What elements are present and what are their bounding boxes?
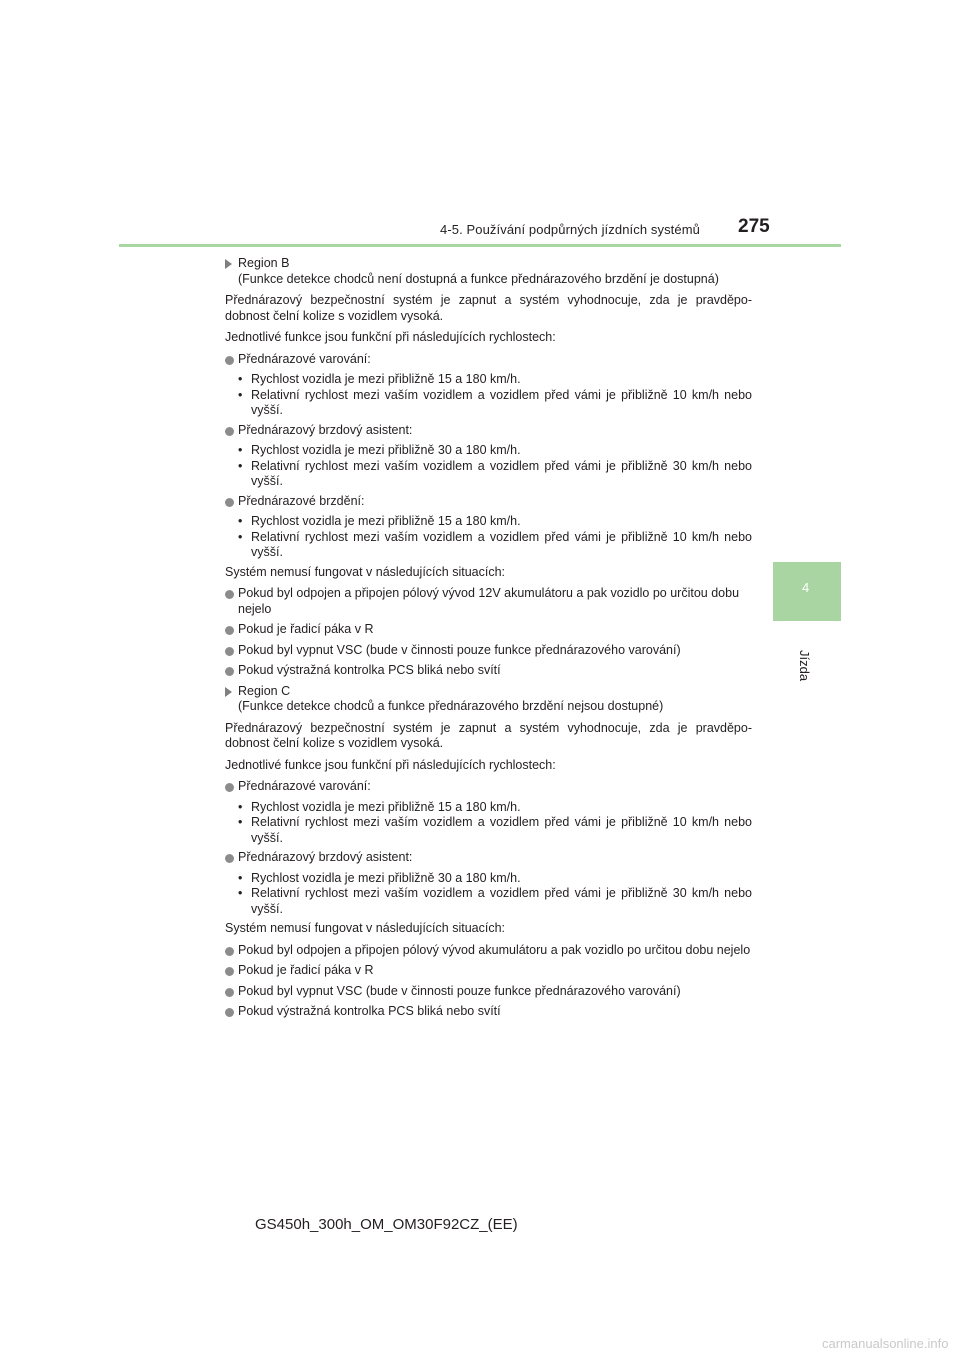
bullet-dot-icon [225,854,234,863]
function-bullet [225,779,752,795]
function-conditions [225,514,752,561]
bullet-dot-icon [225,626,234,635]
situation-bullet [225,963,752,979]
condition-item: • Relativní rychlost mezi vaším vozidlem a vozidlem před vámi je přibližně 30 km/h nebo vyšší. [238,886,752,917]
bullet-dot-icon [225,647,234,656]
speeds-intro: Jednotlivé funkce jsou funkční při následujících rychlostech: [225,330,556,344]
situation-bullet [225,586,752,617]
region-heading [225,684,752,715]
condition-item: • Rychlost vozidla je mezi přibližně 30 a 180 km/h. [238,443,752,459]
condition-item: • Relativní rychlost mezi vaším vozidlem a vozidlem před vámi je přibližně 10 km/h nebo vyšší. [238,530,752,561]
region-note: (Funkce detekce chodců a funkce přednárazového brzdění nejsou dostupné) [238,699,664,713]
triangle-marker-icon [225,259,232,269]
function-bullet [225,850,752,866]
main-content [225,256,752,1025]
function-name: Přednárazový brzdový asistent: [238,422,413,437]
bullet-dot-icon [225,1008,234,1017]
bullet-dot-icon [225,967,234,976]
condition-item: • Rychlost vozidla je mezi přibližně 15 a 180 km/h. [238,800,752,816]
section-title: 4-5. Používání podpůrných jízdních systémů [439,222,700,237]
function-name: Přednárazový brzdový asistent: [238,850,413,864]
function-conditions [225,372,752,419]
condition-item: • Rychlost vozidla je mezi přibližně 15 a 180 km/h. [238,372,752,388]
region-title: Region B [238,256,290,270]
bullet-dot-icon [225,590,234,599]
condition-item: • Relativní rychlost mezi vaším vozidlem a vozidlem před vámi je přibližně 30 km/h nebo vyšší. [238,459,752,490]
situation-bullet [225,984,752,1000]
intro-paragraph: Přednárazový bezpečnostní systém je zapnut a systém vyhodnocuje, zda je pravděpo- dobnost čelní kolize s vozidlem vysoká. [225,720,752,750]
situation-text: Pokud je řadicí páka v R [238,963,374,977]
watermark: carmanualsonline.info [822,1336,949,1351]
function-name: Přednárazové varování: [238,779,371,793]
situations-intro: Systém nemusí fungovat v následujících situacích: [225,564,505,579]
bullet-dot-icon [225,667,234,676]
region-title: Region C [238,683,291,698]
function-conditions [225,871,752,918]
function-conditions [225,800,752,847]
region-note: (Funkce detekce chodců není dostupná a funkce přednárazového brzdění je dostupná) [238,271,719,286]
situation-text: Pokud byl odpojen a připojen pólový vývod 12V akumulátoru a pak vozidlo po určitou dobu nejelo [238,586,740,616]
region-heading [225,256,752,287]
chapter-tab-label: Jízda [797,650,812,682]
condition-item: • Relativní rychlost mezi vaším vozidlem a vozidlem před vámi je přibližně 10 km/h nebo vyšší. [238,815,752,846]
situation-bullet [225,622,752,638]
document-code: GS450h_300h_OM_OM30F92CZ_(EE) [255,1216,518,1233]
condition-item: • Rychlost vozidla je mezi přibližně 15 a 180 km/h. [238,514,752,530]
intro-paragraph: Přednárazový bezpečnostní systém je zapnut a systém vyhodnocuje, zda je pravděpo- dobnost čelní kolize s vozidlem vysoká. [225,293,752,323]
situation-text: Pokud byl vypnut VSC (bude v činnosti pouze funkce přednárazového varování) [238,642,681,657]
function-bullet [225,423,752,439]
situation-bullet [225,1004,752,1020]
situation-text: Pokud výstražná kontrolka PCS bliká nebo svítí [238,663,501,677]
bullet-dot-icon [225,427,234,436]
chapter-tab-number: 4 [802,580,810,595]
condition-item: • Relativní rychlost mezi vaším vozidlem a vozidlem před vámi je přibližně 10 km/h nebo vyšší. [238,388,752,419]
function-bullet [225,494,752,510]
header-divider [119,244,841,247]
speeds-intro: Jednotlivé funkce jsou funkční při následujících rychlostech: [225,757,556,772]
condition-item: • Rychlost vozidla je mezi přibližně 30 a 180 km/h. [238,871,752,887]
situation-text: Pokud byl odpojen a připojen pólový vývod akumulátoru a pak vozidlo po určitou dobu nejelo [238,942,751,957]
bullet-dot-icon [225,356,234,365]
bullet-dot-icon [225,988,234,997]
function-name: Přednárazové varování: [238,351,371,366]
situation-text: Pokud výstražná kontrolka PCS bliká nebo svítí [238,1004,501,1018]
situation-bullet [225,663,752,679]
bullet-dot-icon [225,783,234,792]
situation-bullet [225,943,752,959]
triangle-marker-icon [225,687,232,697]
situation-bullet [225,643,752,659]
situation-text: Pokud byl vypnut VSC (bude v činnosti pouze funkce přednárazového varování) [238,983,681,998]
bullet-dot-icon [225,498,234,507]
situation-text: Pokud je řadicí páka v R [238,622,374,636]
bullet-dot-icon [225,947,234,956]
chapter-tab[interactable] [773,562,841,621]
function-name: Přednárazové brzdění: [238,493,365,508]
function-bullet [225,352,752,368]
situations-intro: Systém nemusí fungovat v následujících situacích: [225,921,505,935]
function-conditions [225,443,752,490]
page-number: 275 [738,216,770,237]
